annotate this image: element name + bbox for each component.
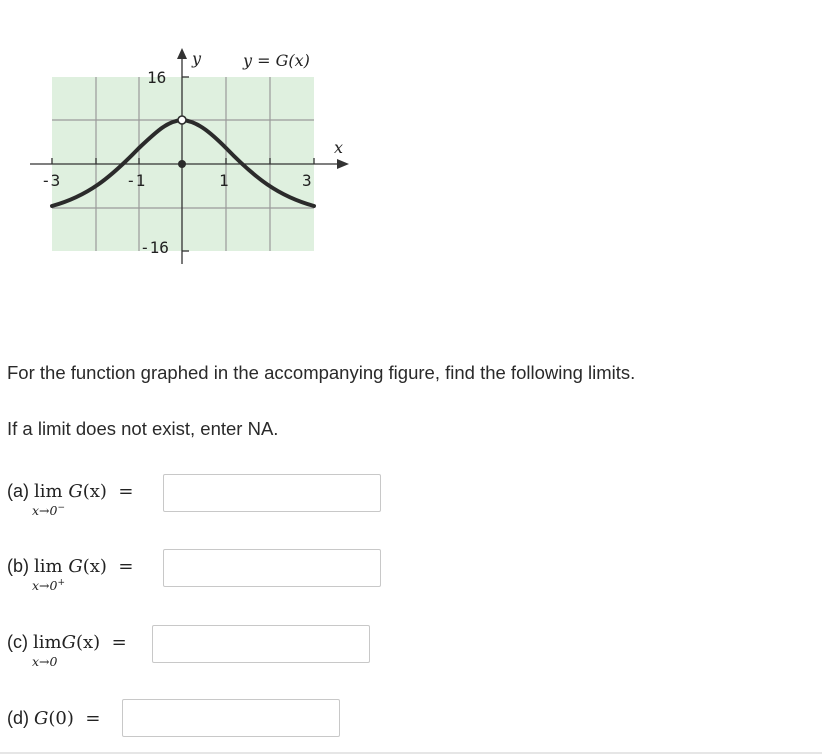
question-c-subscript: x→0 — [32, 654, 58, 669]
function-label: y = G(x) — [243, 51, 310, 70]
y-axis-label: y — [192, 49, 202, 68]
question-d-expression: (d) G(0) = — [7, 708, 101, 729]
answer-b-input[interactable] — [163, 549, 381, 587]
question-b-expression: (b) lim G(x) = — [7, 556, 134, 577]
x-axis-label: x — [334, 138, 344, 157]
na-note: If a limit does not exist, enter NA. — [7, 418, 279, 439]
instructions-text: For the function graphed in the accompanying figure, find the following limits. — [7, 362, 636, 383]
question-c-expression: (c) limG(x) = — [7, 632, 127, 653]
y-tick-neg16: -16 — [140, 238, 169, 257]
y-tick-16: 16 — [147, 68, 167, 87]
x-tick-1: 1 — [219, 171, 229, 190]
x-tick-neg3: -3 — [41, 171, 61, 190]
filled-point — [178, 160, 186, 168]
y-axis-arrow — [177, 48, 187, 59]
x-tick-3: 3 — [302, 171, 312, 190]
x-tick-neg1: -1 — [126, 171, 146, 190]
function-graph — [0, 0, 822, 300]
question-a-subscript: x→0− — [32, 503, 66, 519]
question-b-subscript: x→0+ — [32, 578, 66, 594]
answer-c-input[interactable] — [152, 625, 370, 663]
bottom-divider — [0, 752, 822, 754]
open-point — [178, 116, 186, 124]
answer-a-input[interactable] — [163, 474, 381, 512]
question-a-expression: (a) lim G(x) = — [7, 481, 134, 502]
answer-d-input[interactable] — [122, 699, 340, 737]
x-axis-arrow — [337, 159, 349, 169]
